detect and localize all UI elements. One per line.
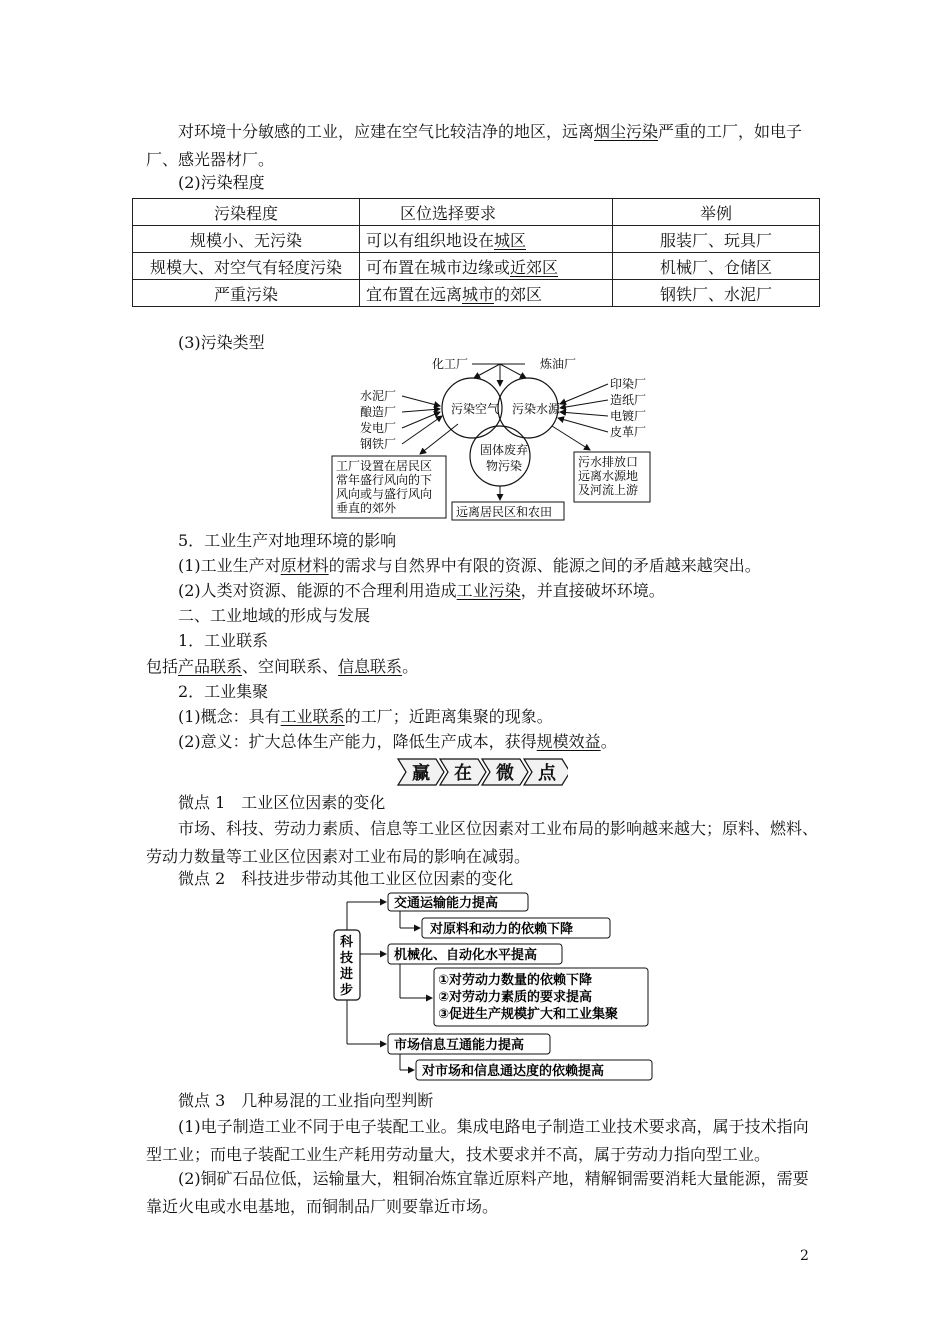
intro-underline: 烟尘污染 bbox=[594, 122, 659, 141]
section-banner bbox=[396, 756, 568, 788]
table-cell: 严重污染 bbox=[133, 280, 360, 307]
point3-title: 微点 3 几种易混的工业指向型判断 bbox=[178, 1091, 434, 1110]
sub-label: 对原料和动力的依赖下降 bbox=[430, 922, 574, 937]
sub-label: 对市场和信息通达度的依赖提高 bbox=[422, 1064, 605, 1079]
branch-label: 机械化、自动化水平提高 bbox=[394, 948, 538, 963]
water-result-line: 远离水源地 bbox=[578, 469, 639, 483]
circle-solid-label-2: 物污染 bbox=[486, 459, 523, 473]
root-char: 技 bbox=[340, 951, 354, 966]
point3-p2: (2)铜矿石品位低，运输量大，粗铜冶炼宜靠近原料产地，精解铜需要消耗大量能源，需要靠近火电或水电基地，而铜制品厂则要靠近市场。 bbox=[146, 1169, 809, 1216]
pollution-degree-heading: (2)污染程度 bbox=[178, 173, 265, 192]
table-cell: 可以有组织地设在城区 bbox=[360, 226, 613, 253]
left-factory: 酿造厂 bbox=[360, 405, 397, 419]
banner-char: 点 bbox=[538, 763, 556, 784]
right-factory: 印染厂 bbox=[610, 377, 647, 391]
point1-title: 微点 1 工业区位因素的变化 bbox=[178, 793, 386, 812]
sub-label: ②对劳动力素质的要求提高 bbox=[438, 990, 593, 1005]
root-char: 科 bbox=[340, 935, 354, 950]
root-char: 进 bbox=[340, 967, 354, 982]
air-result-line: 工厂设置在居民区 bbox=[336, 459, 433, 473]
right-factory: 皮革厂 bbox=[610, 425, 647, 439]
page-number: 2 bbox=[800, 1248, 809, 1264]
intro-text: 对环境十分敏感的工业，应建在空气比较洁净的地区，远离 bbox=[178, 122, 595, 141]
part2-meaning: (2)意义：扩大总体生产能力，降低生产成本，获得规模效益。 bbox=[178, 732, 617, 751]
table-header: 举例 bbox=[613, 199, 820, 226]
tech-progress-diagram bbox=[330, 892, 660, 1086]
water-result-line: 及河流上游 bbox=[578, 483, 639, 497]
table-cell: 钢铁厂、水泥厂 bbox=[613, 280, 820, 307]
point3-p1: (1)电子制造工业不同于电子装配工业。集成电路电子制造工业技术要求高，属于技术指向型工业；而电子装配工业生产耗用劳动量大，技术要求并不高，属于劳动力指向型工业。 bbox=[146, 1117, 809, 1164]
root-char: 步 bbox=[340, 983, 354, 998]
right-factory: 电镀厂 bbox=[610, 409, 647, 423]
branch-label: 交通运输能力提高 bbox=[394, 896, 499, 911]
part2-links: 包括产品联系、空间联系、信息联系。 bbox=[146, 657, 419, 676]
pollution-type-diagram bbox=[320, 352, 660, 524]
left-factory: 钢铁厂 bbox=[360, 437, 397, 451]
table-cell: 宜布置在远离城市的郊区 bbox=[360, 280, 613, 307]
sub-label: ①对劳动力数量的依赖下降 bbox=[438, 973, 593, 988]
section5-title: 5．工业生产对地理环境的影响 bbox=[178, 531, 397, 550]
air-result-line: 常年盛行风向的下 bbox=[336, 473, 433, 487]
banner-char: 在 bbox=[454, 763, 472, 784]
section5-line2: (2)人类对资源、能源的不合理利用造成工业污染，并直接破坏环境。 bbox=[178, 581, 665, 600]
branch-label: 市场信息互通能力提高 bbox=[394, 1038, 525, 1053]
water-result-line: 污水排放口 bbox=[578, 455, 639, 469]
sub-label: ③促进生产规模扩大和工业集聚 bbox=[438, 1007, 619, 1022]
intro-paragraph bbox=[146, 118, 818, 174]
table-row bbox=[133, 226, 820, 253]
air-result-line: 垂直的郊外 bbox=[336, 501, 397, 515]
table-cell: 机械厂、仓储区 bbox=[613, 253, 820, 280]
top-left-factory: 化工厂 bbox=[432, 357, 469, 371]
table-header: 区位选择要求 bbox=[360, 199, 613, 226]
right-factory: 造纸厂 bbox=[610, 393, 647, 407]
table-cell: 规模小、无污染 bbox=[133, 226, 360, 253]
banner-char: 微 bbox=[496, 763, 514, 784]
table-row bbox=[133, 280, 820, 307]
table-row bbox=[133, 253, 820, 280]
circle-water-label: 污染水源 bbox=[512, 402, 561, 416]
section5-line1: (1)工业生产对原材料的需求与自然界中有限的资源、能源之间的矛盾越来越突出。 bbox=[178, 556, 761, 575]
pollution-table bbox=[132, 198, 820, 307]
part2-s2: 2．工业集聚 bbox=[178, 682, 269, 701]
solid-result-text: 远离居民区和农田 bbox=[456, 505, 553, 519]
intro-text-end: 严重的工厂，如电子厂、感光器材厂。 bbox=[146, 122, 803, 169]
air-result-line: 风向或与盛行风向 bbox=[336, 487, 433, 501]
table-cell: 服装厂、玩具厂 bbox=[613, 226, 820, 253]
table-cell: 可布置在城市边缘或近郊区 bbox=[360, 253, 613, 280]
part2-concept: (1)概念：具有工业联系的工厂；近距离集聚的现象。 bbox=[178, 707, 553, 726]
top-right-factory: 炼油厂 bbox=[540, 357, 577, 371]
pollution-type-heading: (3)污染类型 bbox=[178, 333, 265, 352]
circle-solid-label-1: 固体废弃 bbox=[480, 443, 529, 457]
banner-char: 赢 bbox=[412, 763, 430, 784]
point2-title: 微点 2 科技进步带动其他工业区位因素的变化 bbox=[178, 869, 514, 888]
table-header: 污染程度 bbox=[133, 199, 360, 226]
point1-text: 市场、科技、劳动力素质、信息等工业区位因素对工业布局的影响越来越大；原料、燃料、劳动力数量等工业区位因素对工业布局的影响在减弱。 bbox=[146, 819, 819, 866]
left-factory: 发电厂 bbox=[360, 421, 397, 435]
circle-air-label: 污染空气 bbox=[451, 402, 500, 416]
table-cell: 规模大、对空气有轻度污染 bbox=[133, 253, 360, 280]
part2-s1: 1．工业联系 bbox=[178, 631, 269, 650]
table-header-row bbox=[133, 199, 820, 226]
part2-title: 二、工业地域的形成与发展 bbox=[178, 606, 371, 625]
left-factory: 水泥厂 bbox=[360, 389, 397, 403]
